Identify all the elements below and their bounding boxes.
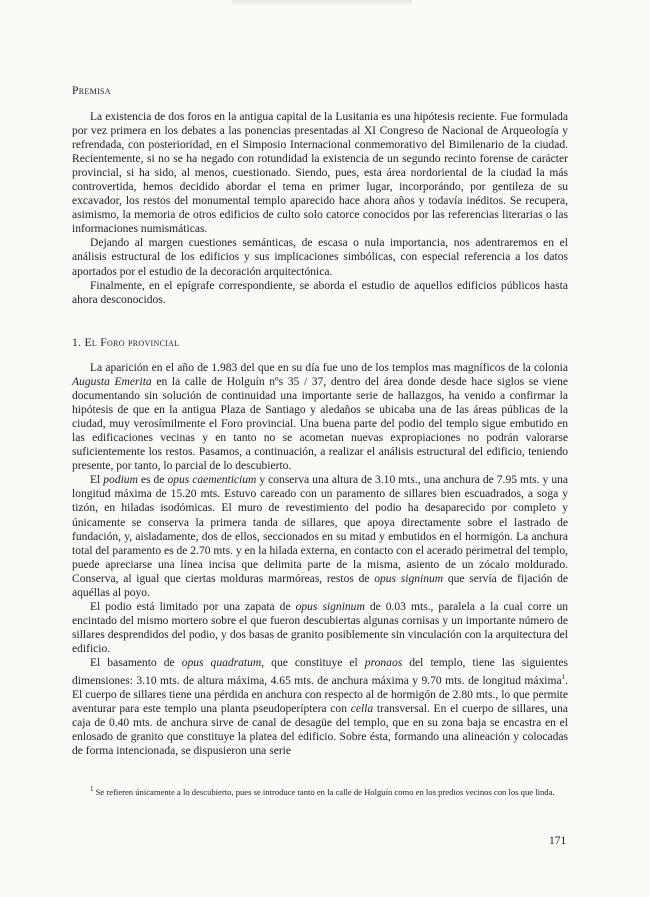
premisa-paragraph-1: La existencia de dos foros en la antigua capital de la Lusitania es una hipótesis reciente. Fue formulada por vez primera en los debates a las ponencias presentadas al XI Congreso de Nacional de Arqueología y refrendada, con posterioridad, en el Simposio Internacional conmemorativo del Bimilenario de la ciudad. Recientemente, si no se ha negado con rotundidad la existencia de un segundo recinto forense de carácter provincial, si ha sido, al menos, cuestionado. Siendo, pues, esta área nordoriental de la ciudad la más controvertida, hemos decidido abordar el tema en primer lugar, incorporándo, por gentileza de su excavador, los restos del monumental templo aparecido hace ahora años y todavía inéditos. Se recupera, asimismo, la memoria de otros edificios de culto solo catorce conocidos por las referencias literarias o las informaciones numismáticas.: [72, 111, 568, 236]
premisa-paragraph-3: Finalmente, en el epígrafe correspondiente, se aborda el estudio de aquellos edificios públicos hasta ahora desconocidos.: [72, 279, 568, 306]
section-number: 1.: [72, 336, 82, 349]
page-number: 171: [549, 835, 567, 847]
foro-body: [72, 361, 568, 758]
footnote: $^1$ Se refieren únicamente a lo descubierto, pues se introduce tanto en la calle de Holguín como en los predios vecinos con los que linda.: [90, 785, 555, 797]
section-heading-premisa: Premisa: [72, 84, 111, 97]
foro-paragraph-3: El podio está limitado por una zapata de opus signinum de 0.03 mts., paralela a la cual corre un encintado del mismo mortero sobre el que fueron descubiertas algunas cornisas y un importante número de sillares desprendidos del podio, y dos basas de granito posiblemente sin vinculación con la arquitectura del edificio.: [72, 600, 569, 655]
section-heading-foro-provincial: [72, 336, 568, 349]
foro-paragraph-1: La aparición en el año de 1.983 del que en su día fue uno de los templos mas magníficos de la colonia Augusta Emerita en la calle de Holguín nºs 35 / 37, dentro del área donde desde hace siglos se viene documentando sin solución de continuidad una importante serie de hallazgos, ha venido a confirmar la hipótesis de que en la antigua Plaza de Santiago y aledaños se ubicaba una de las áreas públicas de la ciudad, muy verosímilmente el Foro provincial. Una buena parte del podio del templo sigue embutido en las edificaciones vecinas y en tanto no se acometan nuevas expropiaciones no podrán valorarse suficientemente los restos. Pasamos, a continuación, a realizar el análisis estructural del edificio, teniendo presente, por tanto, lo parcial de lo descubierto.: [72, 362, 568, 473]
footnote-reference: 1: [561, 673, 566, 682]
section-title-text: El Foro provincial: [84, 336, 180, 349]
premisa-body: [72, 110, 568, 307]
foro-paragraph-4: El basamento de opus quadratum, que constituye el pronaos del templo, tiene las siguientes dimensiones: 3.10 mts. de altura máxima, 4.65 mts. de anchura máxima y 9.70 mts. de longitud máxima$^1$. El cuerpo de sillares tiene una pérdida en anchura con respecto al de hormigón de 2.80 mts., lo que permite aventurar para este templo una planta pseudoperíptera con cella transversal. En el cuerpo de sillares, una caja de 0.40 mts. de anchura sirve de canal de desagüe del templo, que en su zona baja se encastra en el enlosado de granito que constituye la platea del edificio. Sobre ésta, formando una alineación y colocadas de forma intencionada, se dispusieron una serie: [72, 656, 568, 758]
foro-paragraph-2: El podium es de opus caementicium y conserva una altura de 3.10 mts., una anchura de 7.95 mts. y una longitud máxima de 15.20 mts. Estuvo careado con un paramento de sillares bien escuadrados, a soga y tizón, en hiladas isodómicas. El muro de revestimiento del podio ha desaparecido por completo y únicamente se conserva la primera tanda de sillares, que apoya directamente sobre el lastrado de fundación, y, aisladamente, dos de ellos, seccionados en su mitad y embutidos en el hormigón. La anchura total del paramento es de 2.70 mts. y en la hilada externa, en contacto con el acerado perimetral del templo, puede apreciarse una línea incisa que delimita parte de la misma, asiento de un zócalo moldurado. Conserva, al igual que ciertas molduras marmóreas, restos de opus signinum que servía de fijación de aquéllas al poyo.: [72, 474, 568, 599]
scan-artifact: [232, 0, 412, 6]
premisa-paragraph-2: Dejando al margen cuestiones semánticas, de escasa o nula importancia, nos adentraremos en el análisis estructural de los edificios y sus implicaciones simbólicas, con especial referencia a los datos aportados por el estudio de la decoración arquitectónica.: [72, 237, 568, 278]
footnote-marker: 1: [90, 785, 94, 793]
